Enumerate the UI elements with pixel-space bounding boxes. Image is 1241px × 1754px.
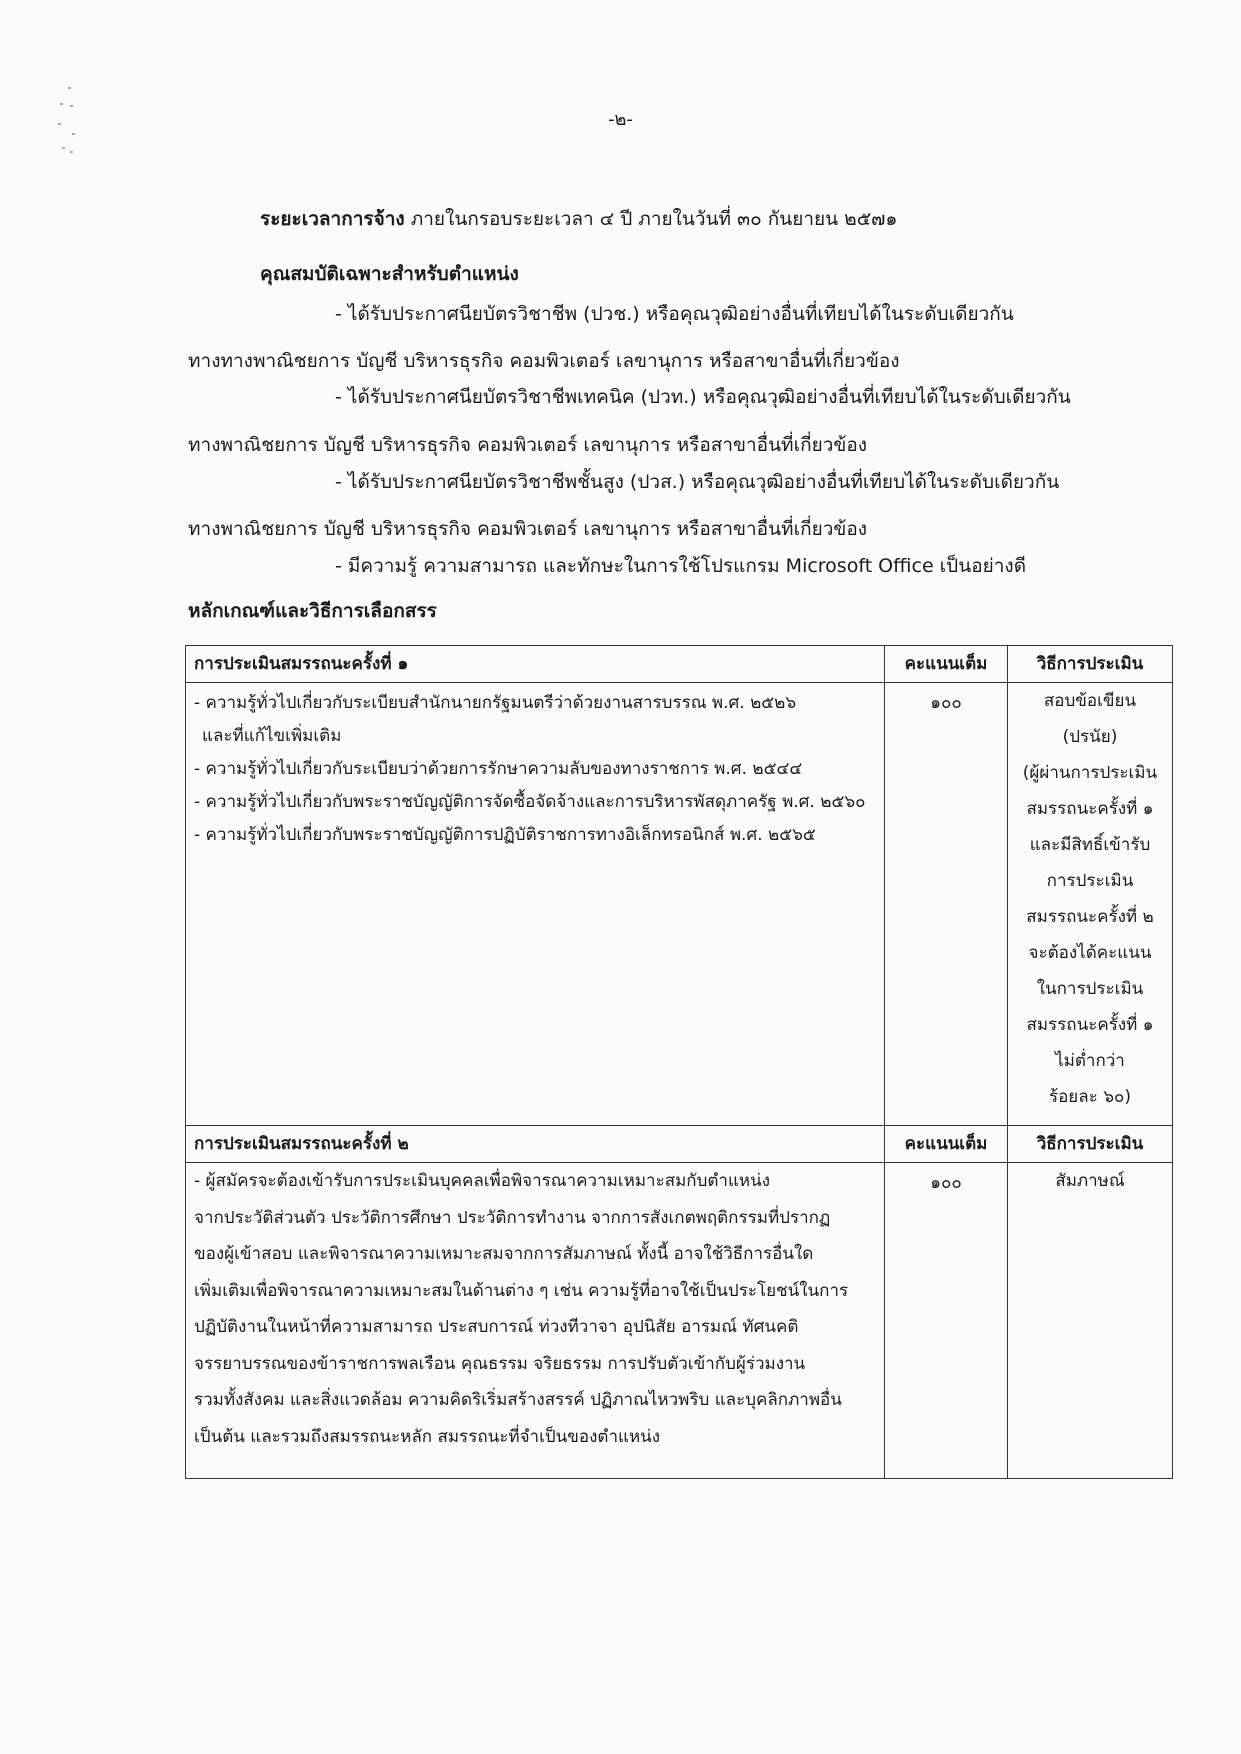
round2-title: การประเมินสมรรถนะครั้งที่ ๒ — [186, 1126, 885, 1163]
round2-line: ปฏิบัติงานในหน้าที่ความสามารถ ประสบการณ์ ท่วงทีวาจา อุปนิสัย อารมณ์ ทัศนคติ — [194, 1317, 799, 1337]
qualification-item-2-cont: ทางพาณิชยการ บัญชี บริหารธุรกิจ คอมพิวเตอร์ เลขานุการ หรือสาขาอื่นที่เกี่ยวข้อง — [188, 434, 868, 456]
round2-score: ๑๐๐ — [885, 1163, 1008, 1479]
round2-line: ของผู้เข้าสอบ และพิจารณาความเหมาะสมจากการสัมภาษณ์ ทั้งนี้ อาจใช้วิธีการอื่นใด — [194, 1244, 814, 1264]
round2-score-header: คะแนนเต็ม — [885, 1126, 1008, 1163]
round1-topic: - ความรู้ทั่วไปเกี่ยวกับพระราชบัญญัติการปฏิบัติราชการทางอิเล็กทรอนิกส์ พ.ศ. ๒๕๖๕ — [194, 825, 816, 845]
method-line: สมรรถนะครั้งที่ ๑ — [1026, 799, 1154, 819]
qualification-item-4: - มีความรู้ ความสามารถ และทักษะในการใช้โปรแกรม Microsoft Office เป็นอย่างดี — [335, 555, 1027, 577]
method-line: และมีสิทธิ์เข้ารับ — [1029, 835, 1151, 855]
round1-topic-cont: และที่แก้ไขเพิ่มเติม — [202, 726, 342, 746]
method-line: สัมภาษณ์ — [1055, 1171, 1125, 1191]
employment-period-label: ระยะเวลาการจ้าง — [260, 208, 405, 230]
qualification-item-1: - ได้รับประกาศนียบัตรวิชาชีพ (ปวช.) หรือคุณวุฒิอย่างอื่นที่เทียบได้ในระดับเดียวกัน — [335, 303, 1014, 325]
round2-line: จรรยาบรรณของข้าราชการพลเรือน คุณธรรม จริยธรรม การปรับตัวเข้ากับผู้ร่วมงาน — [194, 1353, 806, 1374]
employment-period — [260, 210, 897, 229]
method-line: (ผู้ผ่านการประเมิน — [1022, 763, 1158, 783]
round2-method — [1008, 1163, 1173, 1479]
qualification-item-3: - ได้รับประกาศนียบัตรวิชาชีพชั้นสูง (ปวส.) หรือคุณวุฒิอย่างอื่นที่เทียบได้ในระดับเดียวกัน — [335, 471, 1060, 493]
round2-description — [186, 1163, 885, 1479]
method-line: ไม่ต่ำกว่า — [1055, 1051, 1125, 1071]
qualification-item-1-cont: ทางทางพาณิชยการ บัญชี บริหารธุรกิจ คอมพิวเตอร์ เลขานุการ หรือสาขาอื่นที่เกี่ยวข้อง — [188, 350, 900, 372]
method-line: สมรรถนะครั้งที่ ๑ — [1026, 1015, 1154, 1035]
method-line: จะต้องได้คะแนน — [1028, 943, 1152, 963]
round1-score-header: คะแนนเต็ม — [885, 646, 1008, 683]
page-number: -๒- — [608, 109, 633, 130]
round2-line: จากประวัติส่วนตัว ประวัติการศึกษา ประวัติการทำงาน จากการสังเกตพฤติกรรมที่ปรากฏ — [194, 1207, 831, 1228]
round2-line: รวมทั้งสังคม และสิ่งแวดล้อม ความคิดริเริ่มสร้างสรรค์ ปฏิภาณไหวพริบ และบุคลิกภาพอื่น — [194, 1390, 842, 1410]
selection-heading: หลักเกณฑ์และวิธีการเลือกสรร — [188, 600, 437, 622]
round1-score: ๑๐๐ — [885, 683, 1008, 1126]
method-line: สมรรถนะครั้งที่ ๒ — [1026, 907, 1154, 927]
round1-title: การประเมินสมรรถนะครั้งที่ ๑ — [186, 646, 885, 683]
round1-topic: - ความรู้ทั่วไปเกี่ยวกับพระราชบัญญัติการจัดซื้อจัดจ้างและการบริหารพัสดุภาครัฐ พ.ศ. ๒๕๖๐ — [194, 792, 866, 812]
round2-header-row — [186, 1126, 1173, 1163]
round2-line: เป็นต้น และรวมถึงสมรรถนะหลัก สมรรถนะที่จำเป็นของตำแหน่ง — [194, 1426, 661, 1447]
qualifications-heading: คุณสมบัติเฉพาะสำหรับตำแหน่ง — [260, 263, 519, 285]
round1-topics — [186, 683, 885, 1126]
round2-body-row — [186, 1163, 1173, 1479]
round1-header-row — [186, 646, 1173, 683]
method-line: (ปรนัย) — [1062, 727, 1118, 747]
round2-line: เพิ่มเติมเพื่อพิจารณาความเหมาะสมในด้านต่าง ๆ เช่น ความรู้ที่อาจใช้เป็นประโยชน์ในการ — [194, 1280, 849, 1301]
round2-method-header: วิธีการประเมิน — [1008, 1126, 1173, 1163]
round1-topic: - ความรู้ทั่วไปเกี่ยวกับระเบียบว่าด้วยการรักษาความลับของทางราชการ พ.ศ. ๒๕๔๔ — [194, 759, 803, 779]
round1-topic: - ความรู้ทั่วไปเกี่ยวกับระเบียบสำนักนายกรัฐมนตรีว่าด้วยงานสารบรรณ พ.ศ. ๒๕๒๖ — [194, 693, 797, 713]
round1-method-header: วิธีการประเมิน — [1008, 646, 1173, 683]
selection-criteria-table — [185, 645, 1173, 1479]
method-line: สอบข้อเขียน — [1043, 691, 1137, 711]
qualification-item-3-cont: ทางพาณิชยการ บัญชี บริหารธุรกิจ คอมพิวเตอร์ เลขานุการ หรือสาขาอื่นที่เกี่ยวข้อง — [188, 518, 868, 540]
qualification-item-2: - ได้รับประกาศนียบัตรวิชาชีพเทคนิค (ปวท.) หรือคุณวุฒิอย่างอื่นที่เทียบได้ในระดับเดียวกัน — [335, 386, 1071, 408]
round1-method — [1008, 683, 1173, 1126]
method-line: ในการประเมิน — [1036, 979, 1144, 999]
employment-period-text: ภายในกรอบระยะเวลา ๔ ปี ภายในวันที่ ๓๐ กันยายน ๒๕๗๑ — [410, 208, 898, 230]
method-line: การประเมิน — [1046, 871, 1134, 891]
round2-line: - ผู้สมัครจะต้องเข้ารับการประเมินบุคคลเพื่อพิจารณาความเหมาะสมกับตำแหน่ง — [194, 1171, 771, 1191]
round1-body-row — [186, 683, 1173, 1126]
method-line: ร้อยละ ๖๐) — [1048, 1087, 1132, 1107]
